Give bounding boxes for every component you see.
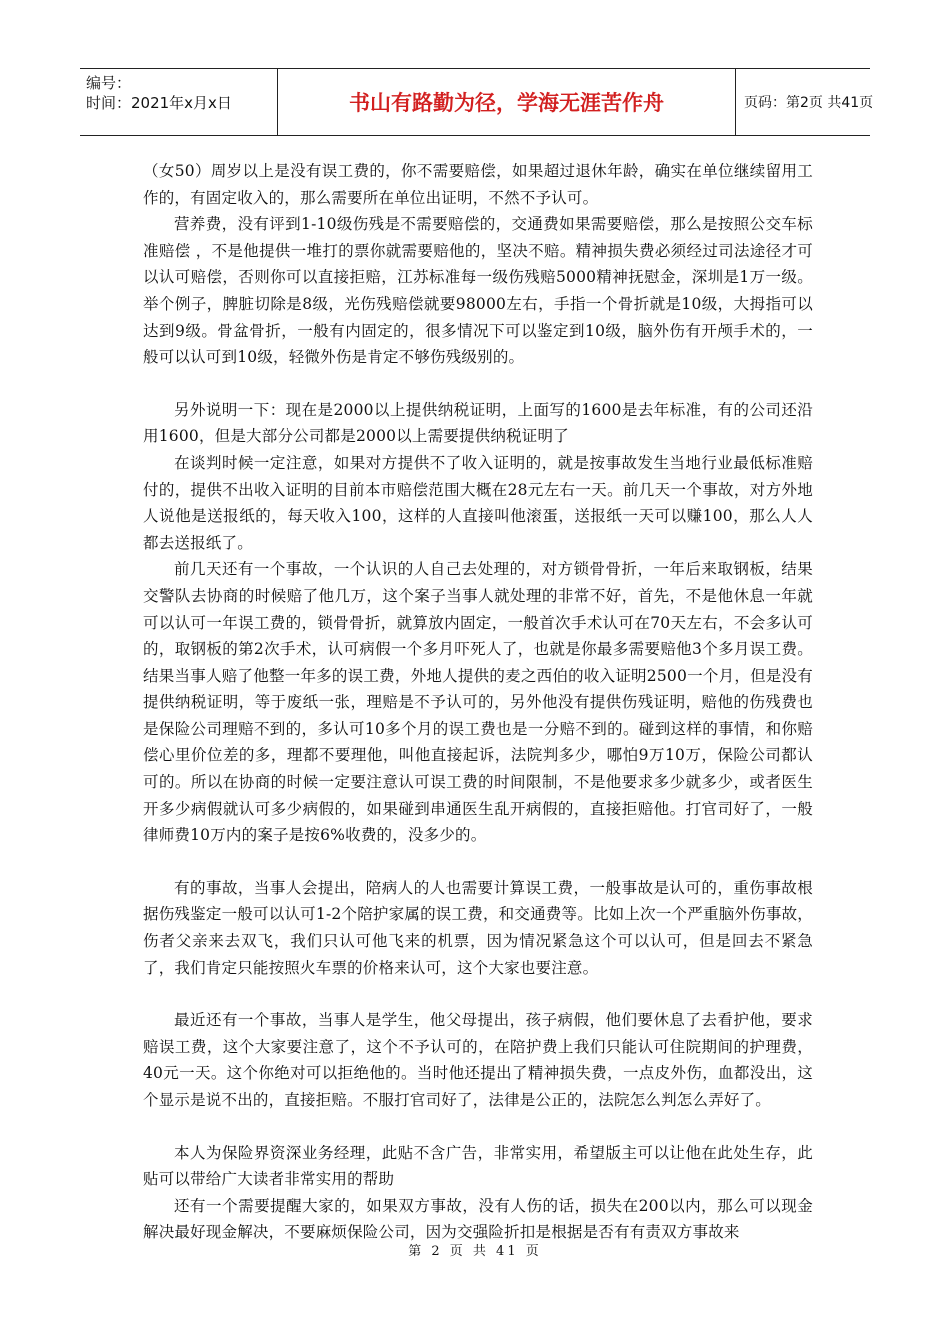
header-motto: 书山有路勤为径，学海无涯苦作舟 [278,69,736,135]
paragraph: 另外说明一下：现在是2000以上提供纳税证明，上面写的1600是去年标准，有的公司还沿用1600，但是大部分公司都是2000以上需要提供纳税证明了 [143,400,813,446]
page-footer: 第 2 页 共 41 页 [408,1244,542,1259]
paragraph: 还有一个需要提醒大家的，如果双方事故，没有人伤的话，损失在200以内，那么可以现金解决最好现金解决，不要麻烦保险公司，因为交强险折扣是根据是否有有责双方事故来 [143,1196,813,1242]
page-header [80,68,874,136]
document-body [143,158,813,1246]
paragraph: （女50）周岁以上是没有误工费的，你不需要赔偿，如果超过退休年龄，确实在单位继续留用工作的，有固定收入的，那么需要所在单位出证明，不然不予认可。 [143,162,813,207]
paragraph: 营养费，没有评到1-10级伤残是不需要赔偿的，交通费如果需要赔偿，那么是按照公交车标准赔偿 ，不是他提供一堆打的票你就需要赔他的，坚决不赔。精神损失费必须经过司法途径才可以认可赔偿，否则你可以直接拒赔，江苏标准每一级伤残赔5000精神抚慰金，深圳是1万一级。举个例子，脾脏切除是8级，光伤残赔偿就要98000左右，手指一个骨折就是10级，大拇指可以达到9级。骨盆骨折，一般有内固定的，很多情况下可以鉴定到10级，脑外伤有开颅手术的，一般可以认可到10级，轻微外伤是肯定不够伤残级别的。 [143,215,813,367]
date-label: 时间：2021年x月x日 [86,94,232,112]
paragraph: 最近还有一个事故，当事人是学生，他父母提出，孩子病假，他们要休息了去看护他，要求赔误工费，这个大家要注意了，这个不予认可的，在陪护费上我们只能认可住院期间的护理费，40元一天。这个你绝对可以拒绝他的。当时他还提出了精神损失费，一点皮外伤，血都没出，这个显示是说不出的，直接拒赔。不服打官司好了，法律是公正的，法院怎么判怎么弄好了。 [143,1011,813,1109]
header-page-info: 页码：第2页 共41页 [744,95,874,111]
paragraph: 前几天还有一个事故，一个认识的人自己去处理的，对方锁骨骨折，一年后来取钢板，结果交警队去协商的时候赔了他几万，这个案子当事人就处理的非常不好，首先，不是他休息一年就可以认可一年误工费的，锁骨骨折，就算放内固定，一般首次手术认可在70天左右，不会多认可的，取钢板的第2次手术，认可病假一个多月吓死人了，也就是你最多需要赔他3个多月误工费。结果当事人赔了他整一年多的误工费，外地人提供的麦之西伯的收入证明2500一个月，但是没有提供纳税证明，等于废纸一张，理赔是不予认可的，另外他没有提供伤残证明，赔他的伤残费也是保险公司理赔不到的，多认可10多个月的误工费也是一分赔不到的。碰到这样的事情，和你赔偿心里价位差的多，理都不要理他，叫他直接起诉，法院判多少，哪怕9万10万，保险公司都认可的。所以在协商的时候一定要注意认可误工费的时间限制，不是他要求多少就多少，或者医生开多少病假就认可多少病假的，如果碰到串通医生乱开病假的，直接拒赔他。打官司好了，一般律师费10万内的案子是按6%收费的，没多少的。 [143,560,813,845]
paragraph: 本人为保险界资深业务经理，此贴不含广告，非常实用，希望版主可以让他在此处生存，此贴可以带给广大读者非常实用的帮助 [143,1143,813,1189]
doc-number-label: 编号： [86,74,132,92]
paragraph: 在谈判时候一定注意，如果对方提供不了收入证明的，就是按事故发生当地行业最低标准赔付的，提供不出收入证明的目前本市赔偿范围大概在28元左右一天。前几天一个事故，对方外地人说他是送报纸的，每天收入100，这样的人直接叫他滚蛋，送报纸一天可以赚100，那么人人都去送报纸了。 [143,453,813,552]
header-meta [80,69,278,135]
paragraph: 有的事故，当事人会提出，陪病人的人也需要计算误工费，一般事故是认可的，重伤事故根据伤残鉴定一般可以认可1-2个陪护家属的误工费，和交通费等。比如上次一个严重脑外伤事故，伤者父亲来去双飞，我们只认可他飞来的机票，因为情况紧急这个可以认可，但是回去不紧急了，我们肯定只能按照火车票的价格来认可，这个大家也要注意。 [143,878,813,977]
